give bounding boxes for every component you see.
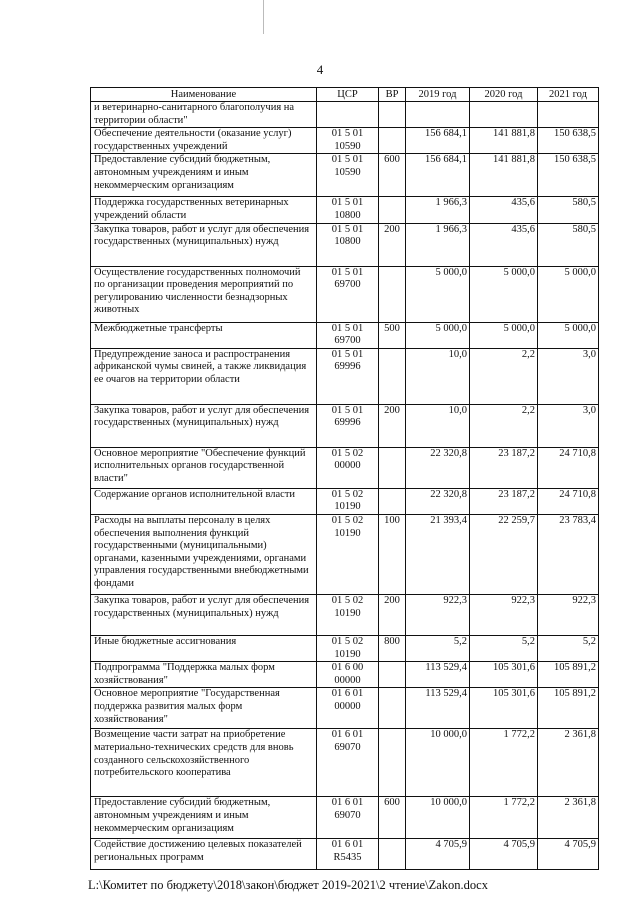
cell-2019: 922,3: [406, 594, 470, 635]
cell-2021: 5 000,0: [538, 322, 599, 348]
cell-vr: [379, 266, 406, 322]
cell-csr: 01 5 01 10590: [317, 128, 379, 154]
cell-vr: 200: [379, 223, 406, 266]
header-2019: 2019 год: [406, 88, 470, 102]
cell-2020: 435,6: [470, 223, 538, 266]
table-row: [91, 839, 599, 870]
table-row: [91, 635, 599, 661]
cell-2020: 5 000,0: [470, 266, 538, 322]
header-2021: 2021 год: [538, 88, 599, 102]
table-row: [91, 266, 599, 322]
table-body: [91, 102, 599, 870]
cell-name: и ветеринарно-санитарного благополучия на территории области": [91, 102, 317, 128]
cell-2020: 5,2: [470, 635, 538, 661]
table-row: [91, 223, 599, 266]
cell-csr: 01 5 02 00000: [317, 447, 379, 488]
table-row: [91, 128, 599, 154]
cell-2020: 1 772,2: [470, 797, 538, 839]
table-row: [91, 514, 599, 594]
header-2020: 2020 год: [470, 88, 538, 102]
cell-csr: 01 6 01 00000: [317, 688, 379, 729]
cell-2021: 150 638,5: [538, 128, 599, 154]
cell-vr: 800: [379, 635, 406, 661]
cell-vr: 200: [379, 594, 406, 635]
cell-name: Обеспечение деятельности (оказание услуг) государственных учреждений: [91, 128, 317, 154]
table-row: [91, 729, 599, 797]
cell-2020: 105 301,6: [470, 688, 538, 729]
cell-2020: 23 187,2: [470, 488, 538, 514]
cell-vr: [379, 102, 406, 128]
cell-2020: 1 772,2: [470, 729, 538, 797]
page-number: 4: [316, 62, 324, 77]
cell-2020: 23 187,2: [470, 447, 538, 488]
cell-2020: 4 705,9: [470, 839, 538, 870]
table-row: [91, 447, 599, 488]
cell-2020: 2,2: [470, 348, 538, 404]
cell-2019: 5 000,0: [406, 322, 470, 348]
scan-artifact-line-top: [263, 0, 264, 34]
cell-2019: 22 320,8: [406, 488, 470, 514]
cell-2020: 5 000,0: [470, 322, 538, 348]
cell-2020: 141 881,8: [470, 154, 538, 197]
cell-csr: 01 5 01 69700: [317, 266, 379, 322]
cell-2020: [470, 102, 538, 128]
cell-2020: 922,3: [470, 594, 538, 635]
cell-csr: 01 5 01 69996: [317, 404, 379, 447]
table-row: [91, 322, 599, 348]
cell-2021: 580,5: [538, 197, 599, 223]
cell-vr: [379, 839, 406, 870]
cell-vr: [379, 348, 406, 404]
table-row: [91, 197, 599, 223]
cell-2019: 10 000,0: [406, 797, 470, 839]
cell-csr: 01 5 02 10190: [317, 635, 379, 661]
cell-2019: 156 684,1: [406, 154, 470, 197]
footer-file-path: L:\Комитет по бюджету\2018\закон\бюджет 2019-2021\2 чтение\Zakon.docx: [88, 878, 488, 892]
budget-table: [90, 87, 599, 870]
cell-name: Основное мероприятие "Обеспечение функций исполнительных органов государственной власти": [91, 447, 317, 488]
cell-name: Закупка товаров, работ и услуг для обеспечения государственных (муниципальных) нужд: [91, 223, 317, 266]
cell-2019: 22 320,8: [406, 447, 470, 488]
cell-vr: [379, 447, 406, 488]
cell-name: Содействие достижению целевых показателей региональных программ: [91, 839, 317, 870]
table-row: [91, 594, 599, 635]
cell-2021: 105 891,2: [538, 662, 599, 688]
cell-vr: [379, 688, 406, 729]
cell-vr: 100: [379, 514, 406, 594]
cell-2021: [538, 102, 599, 128]
cell-name: Иные бюджетные ассигнования: [91, 635, 317, 661]
cell-name: Подпрограмма "Поддержка малых форм хозяйствования": [91, 662, 317, 688]
cell-csr: 01 5 01 69996: [317, 348, 379, 404]
header-name: Наименование: [91, 88, 317, 102]
cell-vr: 600: [379, 797, 406, 839]
table-row: [91, 688, 599, 729]
cell-2021: 150 638,5: [538, 154, 599, 197]
cell-name: Межбюджетные трансферты: [91, 322, 317, 348]
cell-csr: 01 5 01 10590: [317, 154, 379, 197]
cell-2020: 435,6: [470, 197, 538, 223]
cell-2021: 24 710,8: [538, 447, 599, 488]
cell-name: Содержание органов исполнительной власти: [91, 488, 317, 514]
cell-2019: 113 529,4: [406, 688, 470, 729]
cell-name: Предоставление субсидий бюджетным, автономным учреждениям и иным некоммерческим организациям: [91, 154, 317, 197]
cell-name: Возмещение части затрат на приобретение материально-технических средств для вновь созданного сельскохозяйственного потребительского кооператива: [91, 729, 317, 797]
cell-2021: 5 000,0: [538, 266, 599, 322]
cell-csr: 01 6 01 69070: [317, 797, 379, 839]
cell-name: Основное мероприятие "Государственная поддержка развития малых форм хозяйствования": [91, 688, 317, 729]
cell-2019: [406, 102, 470, 128]
header-vr: ВР: [379, 88, 406, 102]
cell-2019: 10,0: [406, 404, 470, 447]
cell-2020: 2,2: [470, 404, 538, 447]
cell-2019: 10 000,0: [406, 729, 470, 797]
cell-vr: [379, 488, 406, 514]
cell-2021: 23 783,4: [538, 514, 599, 594]
cell-csr: 01 5 02 10190: [317, 488, 379, 514]
table-row: [91, 348, 599, 404]
table-row: [91, 488, 599, 514]
table-row: [91, 404, 599, 447]
cell-2020: 22 259,7: [470, 514, 538, 594]
cell-csr: 01 6 01 R5435: [317, 839, 379, 870]
cell-2019: 4 705,9: [406, 839, 470, 870]
cell-name: Закупка товаров, работ и услуг для обеспечения государственных (муниципальных) нужд: [91, 404, 317, 447]
cell-csr: 01 5 01 10800: [317, 223, 379, 266]
table-row: [91, 797, 599, 839]
cell-2019: 1 966,3: [406, 223, 470, 266]
cell-vr: 500: [379, 322, 406, 348]
cell-vr: [379, 197, 406, 223]
table-row: [91, 154, 599, 197]
cell-2021: 2 361,8: [538, 797, 599, 839]
cell-2021: 2 361,8: [538, 729, 599, 797]
cell-csr: 01 5 02 10190: [317, 594, 379, 635]
cell-vr: [379, 729, 406, 797]
table-row: [91, 662, 599, 688]
cell-2021: 24 710,8: [538, 488, 599, 514]
header-csr: ЦСР: [317, 88, 379, 102]
cell-2021: 3,0: [538, 348, 599, 404]
cell-vr: [379, 662, 406, 688]
cell-2021: 922,3: [538, 594, 599, 635]
table-header-row: [91, 88, 599, 102]
cell-name: Осуществление государственных полномочий по организации проведения мероприятий по регулированию численности безнадзорных животных: [91, 266, 317, 322]
cell-csr: 01 5 01 69700: [317, 322, 379, 348]
cell-2021: 4 705,9: [538, 839, 599, 870]
cell-vr: 200: [379, 404, 406, 447]
cell-2019: 113 529,4: [406, 662, 470, 688]
cell-name: Закупка товаров, работ и услуг для обеспечения государственных (муниципальных) нужд: [91, 594, 317, 635]
cell-name: Предоставление субсидий бюджетным, автономным учреждениям и иным некоммерческим организациям: [91, 797, 317, 839]
table-row: [91, 102, 599, 128]
cell-csr: 01 5 02 10190: [317, 514, 379, 594]
cell-vr: [379, 128, 406, 154]
cell-name: Предупреждение заноса и распространения африканской чумы свиней, а также ликвидация ее очагов на территории области: [91, 348, 317, 404]
cell-csr: 01 6 01 69070: [317, 729, 379, 797]
cell-name: Расходы на выплаты персоналу в целях обеспечения выполнения функций государственными (муниципальными) органами, казенными учреждениями, органами управления государственными внебюджетными фондами: [91, 514, 317, 594]
cell-name: Поддержка государственных ветеринарных учреждений области: [91, 197, 317, 223]
cell-2019: 5 000,0: [406, 266, 470, 322]
cell-2021: 580,5: [538, 223, 599, 266]
cell-2019: 156 684,1: [406, 128, 470, 154]
cell-2021: 105 891,2: [538, 688, 599, 729]
cell-csr: [317, 102, 379, 128]
cell-2019: 1 966,3: [406, 197, 470, 223]
cell-csr: 01 6 00 00000: [317, 662, 379, 688]
cell-2019: 21 393,4: [406, 514, 470, 594]
cell-2021: 3,0: [538, 404, 599, 447]
cell-2020: 105 301,6: [470, 662, 538, 688]
cell-vr: 600: [379, 154, 406, 197]
cell-2020: 141 881,8: [470, 128, 538, 154]
cell-2021: 5,2: [538, 635, 599, 661]
cell-2019: 5,2: [406, 635, 470, 661]
cell-csr: 01 5 01 10800: [317, 197, 379, 223]
cell-2019: 10,0: [406, 348, 470, 404]
